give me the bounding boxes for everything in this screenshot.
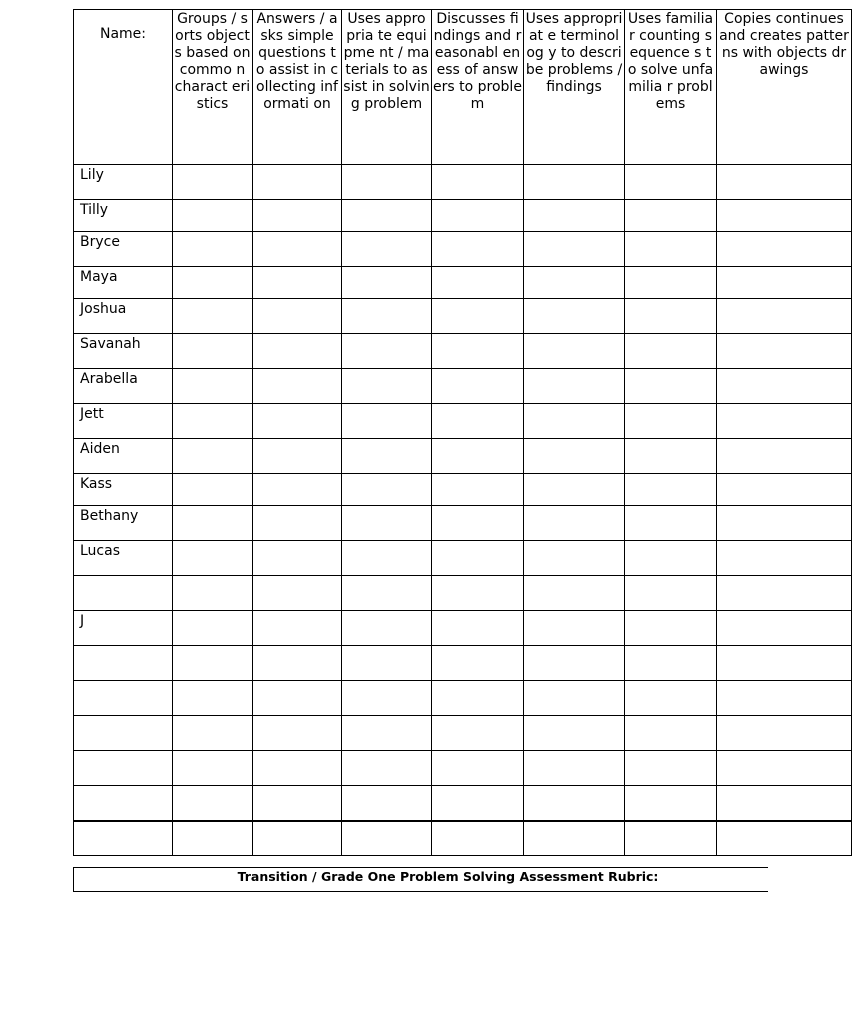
student-name-cell <box>74 681 173 716</box>
rubric-entry-cell[interactable] <box>524 439 625 474</box>
rubric-entry-cell[interactable] <box>625 439 717 474</box>
rubric-entry-cell[interactable] <box>432 751 524 786</box>
rubric-entry-cell[interactable] <box>717 369 852 404</box>
rubric-table-container <box>73 9 849 856</box>
rubric-entry-cell[interactable] <box>253 821 342 856</box>
student-name-cell: Lucas <box>74 541 173 576</box>
rubric-entry-cell[interactable] <box>524 506 625 541</box>
rubric-entry-cell[interactable] <box>717 506 852 541</box>
rubric-entry-cell[interactable] <box>625 474 717 506</box>
rubric-entry-cell[interactable] <box>717 611 852 646</box>
rubric-entry-cell[interactable] <box>717 786 852 821</box>
table-row <box>74 232 852 267</box>
rubric-entry-cell[interactable] <box>432 165 524 200</box>
rubric-entry-cell[interactable] <box>253 716 342 751</box>
student-name-cell <box>74 646 173 681</box>
rubric-entry-cell[interactable] <box>342 299 432 334</box>
rubric-entry-cell[interactable] <box>173 821 253 856</box>
rubric-entry-cell[interactable] <box>432 786 524 821</box>
rubric-entry-cell[interactable] <box>524 821 625 856</box>
rubric-entry-cell[interactable] <box>173 786 253 821</box>
criterion-header-discusses: Discusses findings and reasonabl eness of answers to problem <box>432 10 524 165</box>
table-row <box>74 646 852 681</box>
rubric-entry-cell[interactable] <box>253 299 342 334</box>
rubric-entry-cell[interactable] <box>524 267 625 299</box>
rubric-entry-cell[interactable] <box>625 232 717 267</box>
student-name-cell: Savanah <box>74 334 173 369</box>
rubric-entry-cell[interactable] <box>342 369 432 404</box>
rubric-entry-cell[interactable] <box>524 369 625 404</box>
rubric-entry-cell[interactable] <box>524 716 625 751</box>
criterion-header-counting: Uses familiar counting sequence s to solve unfamilia r problems <box>625 10 717 165</box>
rubric-entry-cell[interactable] <box>717 716 852 751</box>
student-name-cell <box>74 821 173 856</box>
header-row <box>74 10 852 165</box>
rubric-entry-cell[interactable] <box>625 506 717 541</box>
name-column-header: Name: <box>74 10 173 165</box>
table-row <box>74 541 852 576</box>
rubric-entry-cell[interactable] <box>342 200 432 232</box>
rubric-entry-cell[interactable] <box>625 404 717 439</box>
rubric-entry-cell[interactable] <box>173 232 253 267</box>
rubric-entry-cell[interactable] <box>173 611 253 646</box>
rubric-entry-cell[interactable] <box>625 786 717 821</box>
rubric-entry-cell[interactable] <box>432 611 524 646</box>
rubric-entry-cell[interactable] <box>625 267 717 299</box>
criterion-header-patterns: Copies continues and creates patterns with objects drawings <box>717 10 852 165</box>
rubric-entry-cell[interactable] <box>253 751 342 786</box>
criterion-header-groups-sorts: Groups / sorts objects based on commo n charact eristics <box>173 10 253 165</box>
rubric-entry-cell[interactable] <box>253 369 342 404</box>
rubric-entry-cell[interactable] <box>253 646 342 681</box>
criterion-header-terminology: Uses appropriat e terminolog y to describe problems / findings <box>524 10 625 165</box>
rubric-entry-cell[interactable] <box>173 646 253 681</box>
rubric-entry-cell[interactable] <box>342 646 432 681</box>
table-row <box>74 786 852 821</box>
rubric-entry-cell[interactable] <box>432 716 524 751</box>
rubric-entry-cell[interactable] <box>717 200 852 232</box>
rubric-entry-cell[interactable] <box>342 821 432 856</box>
rubric-entry-cell[interactable] <box>173 404 253 439</box>
student-name-cell <box>74 751 173 786</box>
rubric-entry-cell[interactable] <box>625 751 717 786</box>
rubric-entry-cell[interactable] <box>342 267 432 299</box>
rubric-entry-cell[interactable] <box>173 751 253 786</box>
table-row <box>74 474 852 506</box>
criterion-header-answers-asks: Answers / asks simple questions to assist in collecting informati on <box>253 10 342 165</box>
rubric-entry-cell[interactable] <box>524 474 625 506</box>
rubric-entry-cell[interactable] <box>625 611 717 646</box>
rubric-entry-cell[interactable] <box>253 506 342 541</box>
rubric-entry-cell[interactable] <box>717 681 852 716</box>
rubric-entry-cell[interactable] <box>342 334 432 369</box>
rubric-entry-cell[interactable] <box>432 439 524 474</box>
rubric-entry-cell[interactable] <box>625 200 717 232</box>
rubric-entry-cell[interactable] <box>253 165 342 200</box>
rubric-entry-cell[interactable] <box>524 334 625 369</box>
rubric-entry-cell[interactable] <box>342 541 432 576</box>
rubric-entry-cell[interactable] <box>173 716 253 751</box>
rubric-entry-cell[interactable] <box>625 576 717 611</box>
rubric-entry-cell[interactable] <box>253 611 342 646</box>
rubric-entry-cell[interactable] <box>342 576 432 611</box>
student-name-cell <box>74 786 173 821</box>
rubric-entry-cell[interactable] <box>625 165 717 200</box>
rubric-entry-cell[interactable] <box>173 334 253 369</box>
rubric-entry-cell[interactable] <box>625 646 717 681</box>
rubric-entry-cell[interactable] <box>342 404 432 439</box>
student-name-cell: Maya <box>74 267 173 299</box>
rubric-entry-cell[interactable] <box>625 334 717 369</box>
rubric-entry-cell[interactable] <box>524 200 625 232</box>
rubric-entry-cell[interactable] <box>173 506 253 541</box>
rubric-entry-cell[interactable] <box>253 474 342 506</box>
table-row <box>74 751 852 786</box>
rubric-caption-box <box>73 867 768 892</box>
rubric-entry-cell[interactable] <box>432 334 524 369</box>
rubric-entry-cell[interactable] <box>625 299 717 334</box>
rubric-entry-cell[interactable] <box>342 611 432 646</box>
rubric-entry-cell[interactable] <box>432 474 524 506</box>
table-row <box>74 299 852 334</box>
rubric-entry-cell[interactable] <box>717 646 852 681</box>
rubric-entry-cell[interactable] <box>625 716 717 751</box>
rubric-entry-cell[interactable] <box>342 786 432 821</box>
table-row <box>74 369 852 404</box>
table-row <box>74 267 852 299</box>
rubric-entry-cell[interactable] <box>173 267 253 299</box>
rubric-entry-cell[interactable] <box>173 576 253 611</box>
assessment-rubric-table <box>73 9 852 856</box>
rubric-entry-cell[interactable] <box>625 821 717 856</box>
table-row <box>74 404 852 439</box>
table-row <box>74 439 852 474</box>
student-name-cell: Bethany <box>74 506 173 541</box>
rubric-entry-cell[interactable] <box>342 165 432 200</box>
rubric-entry-cell[interactable] <box>173 439 253 474</box>
rubric-entry-cell[interactable] <box>342 681 432 716</box>
rubric-table-body <box>74 10 852 856</box>
rubric-entry-cell[interactable] <box>342 439 432 474</box>
rubric-caption: Transition / Grade One Problem Solving Assessment Rubric: <box>237 869 659 884</box>
rubric-entry-cell[interactable] <box>253 200 342 232</box>
table-row <box>74 576 852 611</box>
rubric-entry-cell[interactable] <box>253 334 342 369</box>
student-name-cell: Tilly <box>74 200 173 232</box>
rubric-entry-cell[interactable] <box>524 646 625 681</box>
rubric-entry-cell[interactable] <box>432 646 524 681</box>
rubric-entry-cell[interactable] <box>173 369 253 404</box>
table-row <box>74 681 852 716</box>
rubric-entry-cell[interactable] <box>432 200 524 232</box>
rubric-entry-cell[interactable] <box>717 299 852 334</box>
rubric-entry-cell[interactable] <box>253 786 342 821</box>
rubric-entry-cell[interactable] <box>342 716 432 751</box>
table-row <box>74 334 852 369</box>
rubric-entry-cell[interactable] <box>432 299 524 334</box>
rubric-entry-cell[interactable] <box>524 541 625 576</box>
rubric-entry-cell[interactable] <box>253 681 342 716</box>
rubric-entry-cell[interactable] <box>625 369 717 404</box>
table-row <box>74 716 852 751</box>
rubric-entry-cell[interactable] <box>524 404 625 439</box>
rubric-entry-cell[interactable] <box>524 751 625 786</box>
rubric-entry-cell[interactable] <box>717 232 852 267</box>
rubric-entry-cell[interactable] <box>717 439 852 474</box>
rubric-entry-cell[interactable] <box>432 576 524 611</box>
rubric-entry-cell[interactable] <box>524 611 625 646</box>
rubric-entry-cell[interactable] <box>524 299 625 334</box>
rubric-entry-cell[interactable] <box>253 267 342 299</box>
rubric-entry-cell[interactable] <box>342 506 432 541</box>
rubric-entry-cell[interactable] <box>173 165 253 200</box>
rubric-entry-cell[interactable] <box>253 404 342 439</box>
student-name-cell <box>74 716 173 751</box>
table-row <box>74 611 852 646</box>
rubric-entry-cell[interactable] <box>173 299 253 334</box>
rubric-entry-cell[interactable] <box>432 681 524 716</box>
rubric-entry-cell[interactable] <box>717 576 852 611</box>
rubric-entry-cell[interactable] <box>173 681 253 716</box>
rubric-entry-cell[interactable] <box>717 404 852 439</box>
rubric-entry-cell[interactable] <box>173 541 253 576</box>
rubric-entry-cell[interactable] <box>524 576 625 611</box>
student-name-cell: Bryce <box>74 232 173 267</box>
rubric-entry-cell[interactable] <box>524 681 625 716</box>
rubric-entry-cell[interactable] <box>253 439 342 474</box>
rubric-entry-cell[interactable] <box>253 576 342 611</box>
rubric-entry-cell[interactable] <box>717 821 852 856</box>
rubric-entry-cell[interactable] <box>717 541 852 576</box>
rubric-entry-cell[interactable] <box>717 474 852 506</box>
rubric-entry-cell[interactable] <box>432 404 524 439</box>
rubric-entry-cell[interactable] <box>524 165 625 200</box>
rubric-entry-cell[interactable] <box>432 267 524 299</box>
rubric-entry-cell[interactable] <box>432 821 524 856</box>
rubric-entry-cell[interactable] <box>432 541 524 576</box>
rubric-entry-cell[interactable] <box>625 681 717 716</box>
student-name-cell <box>74 576 173 611</box>
rubric-entry-cell[interactable] <box>717 267 852 299</box>
table-row <box>74 506 852 541</box>
student-name-cell: Kass <box>74 474 173 506</box>
rubric-entry-cell[interactable] <box>432 369 524 404</box>
rubric-entry-cell[interactable] <box>253 232 342 267</box>
rubric-entry-cell[interactable] <box>253 541 342 576</box>
rubric-entry-cell[interactable] <box>432 506 524 541</box>
rubric-entry-cell[interactable] <box>625 541 717 576</box>
student-name-cell: Lily <box>74 165 173 200</box>
rubric-entry-cell[interactable] <box>432 232 524 267</box>
student-name-cell: Aiden <box>74 439 173 474</box>
student-name-cell: J <box>74 611 173 646</box>
rubric-entry-cell[interactable] <box>342 232 432 267</box>
rubric-entry-cell[interactable] <box>524 786 625 821</box>
rubric-entry-cell[interactable] <box>717 165 852 200</box>
table-row <box>74 165 852 200</box>
student-name-cell: Arabella <box>74 369 173 404</box>
rubric-entry-cell[interactable] <box>173 200 253 232</box>
criterion-header-equipment: Uses appropria te equipme nt / materials to assist in solving problem <box>342 10 432 165</box>
rubric-entry-cell[interactable] <box>717 751 852 786</box>
rubric-entry-cell[interactable] <box>173 474 253 506</box>
rubric-entry-cell[interactable] <box>524 232 625 267</box>
rubric-entry-cell[interactable] <box>342 751 432 786</box>
student-name-cell: Jett <box>74 404 173 439</box>
table-row <box>74 200 852 232</box>
student-name-cell: Joshua <box>74 299 173 334</box>
rubric-entry-cell[interactable] <box>717 334 852 369</box>
table-row <box>74 821 852 856</box>
rubric-entry-cell[interactable] <box>342 474 432 506</box>
